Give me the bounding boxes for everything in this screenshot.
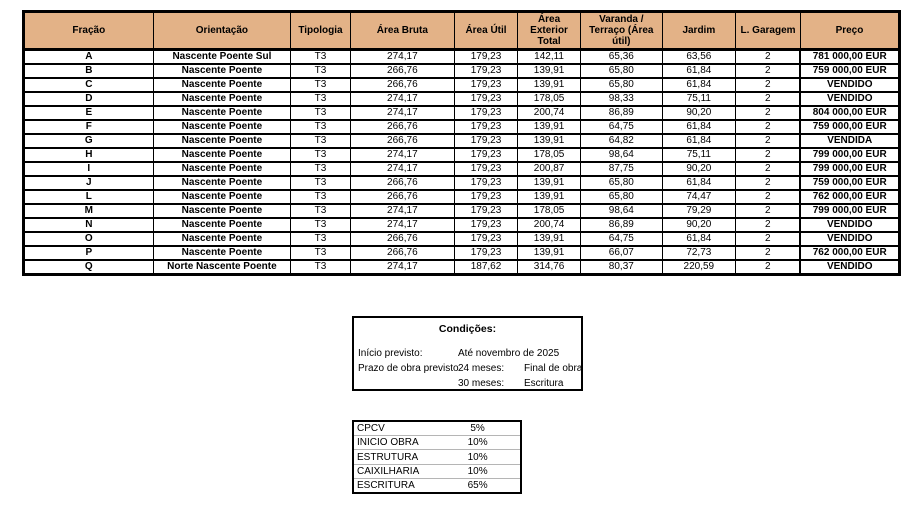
payment-row — [354, 422, 520, 436]
cell-orientacao: Nascente Poente — [153, 148, 291, 162]
cell-jardim: 61,84 — [662, 64, 736, 78]
cell-fracao: N — [24, 218, 154, 232]
cell-area-bruta: 266,76 — [350, 190, 454, 204]
condition-label — [358, 376, 458, 391]
cell-area-exterior-total: 139,91 — [518, 232, 581, 246]
cell-jardim: 61,84 — [662, 176, 736, 190]
column-header-tipologia: Tipologia — [291, 12, 351, 50]
cell-area-bruta: 274,17 — [350, 50, 454, 65]
cell-area-util: 179,23 — [454, 148, 517, 162]
cell-area-exterior-total: 142,11 — [518, 50, 581, 65]
table-row-fraction-G — [24, 134, 900, 148]
table-row-fraction-C — [24, 78, 900, 92]
cell-area-util: 179,23 — [454, 190, 517, 204]
cell-varanda-terraco: 64,75 — [581, 232, 662, 246]
conditions-box — [352, 316, 583, 391]
cell-l-garagem: 2 — [736, 176, 801, 190]
table-row-fraction-M — [24, 204, 900, 218]
cell-varanda-terraco: 87,75 — [581, 162, 662, 176]
payment-stage-percent: 65% — [467, 479, 488, 491]
payment-schedule-box — [352, 420, 522, 494]
cell-area-exterior-total: 200,74 — [518, 106, 581, 120]
cell-orientacao: Nascente Poente — [153, 232, 291, 246]
cell-varanda-terraco: 98,64 — [581, 148, 662, 162]
column-header-area-exterior-total: Área Exterior Total — [518, 12, 581, 50]
column-header-orientacao: Orientação — [153, 12, 291, 50]
cell-l-garagem: 2 — [736, 232, 801, 246]
cell-fracao: Q — [24, 260, 154, 275]
cell-jardim: 61,84 — [662, 232, 736, 246]
payment-row — [354, 465, 520, 479]
cell-area-util: 179,23 — [454, 64, 517, 78]
cell-area-util: 187,62 — [454, 260, 517, 275]
condition-mid: 24 meses: — [458, 363, 505, 374]
cell-area-util: 179,23 — [454, 204, 517, 218]
cell-jardim: 61,84 — [662, 78, 736, 92]
cell-fracao: H — [24, 148, 154, 162]
cell-l-garagem: 2 — [736, 204, 801, 218]
table-row-fraction-Q — [24, 260, 900, 275]
table-row-fraction-N — [24, 218, 900, 232]
cell-l-garagem: 2 — [736, 78, 801, 92]
cell-area-bruta: 266,76 — [350, 78, 454, 92]
cell-preco: 762 000,00 EUR — [800, 190, 899, 204]
cell-l-garagem: 2 — [736, 120, 801, 134]
cell-l-garagem: 2 — [736, 162, 801, 176]
conditions-row — [354, 346, 581, 361]
cell-fracao: P — [24, 246, 154, 260]
payment-stage-label: CPCV — [357, 423, 385, 435]
cell-area-bruta: 274,17 — [350, 106, 454, 120]
cell-varanda-terraco: 80,37 — [581, 260, 662, 275]
cell-fracao: M — [24, 204, 154, 218]
cell-tipologia: T3 — [291, 134, 351, 148]
cell-area-exterior-total: 200,74 — [518, 218, 581, 232]
cell-area-util: 179,23 — [454, 176, 517, 190]
cell-jardim: 90,20 — [662, 218, 736, 232]
cell-area-util: 179,23 — [454, 232, 517, 246]
cell-area-exterior-total: 139,91 — [518, 120, 581, 134]
cell-tipologia: T3 — [291, 50, 351, 65]
cell-tipologia: T3 — [291, 232, 351, 246]
cell-jardim: 75,11 — [662, 148, 736, 162]
cell-preco: VENDIDO — [800, 232, 899, 246]
cell-area-exterior-total: 139,91 — [518, 64, 581, 78]
table-row-fraction-H — [24, 148, 900, 162]
cell-jardim: 61,84 — [662, 134, 736, 148]
cell-varanda-terraco: 86,89 — [581, 218, 662, 232]
cell-jardim: 61,84 — [662, 120, 736, 134]
cell-varanda-terraco: 65,80 — [581, 176, 662, 190]
cell-fracao: F — [24, 120, 154, 134]
table-row-fraction-O — [24, 232, 900, 246]
cell-preco: 759 000,00 EUR — [800, 64, 899, 78]
table-row-fraction-B — [24, 64, 900, 78]
cell-tipologia: T3 — [291, 120, 351, 134]
cell-orientacao: Nascente Poente — [153, 92, 291, 106]
cell-area-util: 179,23 — [454, 120, 517, 134]
payment-stage-label: INICIO OBRA — [357, 437, 419, 449]
table-header-row — [24, 12, 900, 50]
cell-preco: VENDIDO — [800, 218, 899, 232]
cell-tipologia: T3 — [291, 148, 351, 162]
cell-jardim: 72,73 — [662, 246, 736, 260]
cell-tipologia: T3 — [291, 92, 351, 106]
cell-tipologia: T3 — [291, 218, 351, 232]
conditions-row — [354, 376, 581, 391]
cell-varanda-terraco: 86,89 — [581, 106, 662, 120]
cell-l-garagem: 2 — [736, 134, 801, 148]
cell-area-bruta: 266,76 — [350, 246, 454, 260]
table-row-fraction-P — [24, 246, 900, 260]
column-header-area-util: Área Útil — [454, 12, 517, 50]
cell-area-bruta: 266,76 — [350, 64, 454, 78]
price-table — [22, 10, 901, 276]
cell-orientacao: Norte Nascente Poente — [153, 260, 291, 275]
payment-stage-label: ESCRITURA — [357, 479, 415, 491]
table-row-fraction-E — [24, 106, 900, 120]
cell-area-util: 179,23 — [454, 134, 517, 148]
cell-tipologia: T3 — [291, 260, 351, 275]
cell-orientacao: Nascente Poente — [153, 190, 291, 204]
cell-area-bruta: 274,17 — [350, 162, 454, 176]
column-header-varanda-terraco: Varanda / Terraço (Área útil) — [581, 12, 662, 50]
cell-area-bruta: 266,76 — [350, 120, 454, 134]
cell-area-exterior-total: 139,91 — [518, 134, 581, 148]
cell-l-garagem: 2 — [736, 218, 801, 232]
cell-orientacao: Nascente Poente — [153, 134, 291, 148]
cell-varanda-terraco: 64,82 — [581, 134, 662, 148]
cell-jardim: 79,29 — [662, 204, 736, 218]
cell-orientacao: Nascente Poente — [153, 120, 291, 134]
payment-stage-percent: 10% — [467, 451, 488, 463]
cell-tipologia: T3 — [291, 204, 351, 218]
cell-area-bruta: 274,17 — [350, 218, 454, 232]
payment-row — [354, 450, 520, 464]
cell-area-bruta: 274,17 — [350, 92, 454, 106]
cell-tipologia: T3 — [291, 78, 351, 92]
cell-orientacao: Nascente Poente — [153, 78, 291, 92]
conditions-rows — [354, 346, 581, 391]
cell-varanda-terraco: 65,80 — [581, 78, 662, 92]
cell-orientacao: Nascente Poente — [153, 176, 291, 190]
table-row-fraction-F — [24, 120, 900, 134]
cell-varanda-terraco: 66,07 — [581, 246, 662, 260]
cell-orientacao: Nascente Poente Sul — [153, 50, 291, 65]
payment-stage-label: ESTRUTURA — [357, 451, 419, 463]
cell-area-util: 179,23 — [454, 218, 517, 232]
cell-fracao: C — [24, 78, 154, 92]
cell-l-garagem: 2 — [736, 260, 801, 275]
cell-preco: VENDIDO — [800, 78, 899, 92]
condition-mid: Até novembro de 2025 — [458, 348, 560, 359]
cell-orientacao: Nascente Poente — [153, 162, 291, 176]
condition-right: Escritura — [524, 378, 564, 389]
cell-area-bruta: 274,17 — [350, 148, 454, 162]
payment-row — [354, 436, 520, 450]
column-header-area-bruta: Área Bruta — [350, 12, 454, 50]
cell-orientacao: Nascente Poente — [153, 246, 291, 260]
table-row-fraction-A — [24, 50, 900, 65]
cell-fracao: A — [24, 50, 154, 65]
cell-area-util: 179,23 — [454, 106, 517, 120]
cell-varanda-terraco: 98,33 — [581, 92, 662, 106]
cell-tipologia: T3 — [291, 106, 351, 120]
cell-l-garagem: 2 — [736, 50, 801, 65]
condition-label: Início previsto: — [358, 348, 423, 359]
payment-stage-percent: 5% — [470, 423, 485, 435]
cell-preco: 759 000,00 EUR — [800, 120, 899, 134]
cell-preco: 762 000,00 EUR — [800, 246, 899, 260]
cell-area-exterior-total: 139,91 — [518, 246, 581, 260]
cell-fracao: I — [24, 162, 154, 176]
cell-fracao: E — [24, 106, 154, 120]
payment-stage-label: CAIXILHARIA — [357, 465, 420, 477]
cell-area-exterior-total: 178,05 — [518, 204, 581, 218]
cell-fracao: B — [24, 64, 154, 78]
cell-area-bruta: 266,76 — [350, 134, 454, 148]
payment-row — [354, 479, 520, 492]
cell-area-util: 179,23 — [454, 50, 517, 65]
cell-jardim: 90,20 — [662, 162, 736, 176]
cell-l-garagem: 2 — [736, 246, 801, 260]
cell-preco: 799 000,00 EUR — [800, 162, 899, 176]
cell-preco: 799 000,00 EUR — [800, 148, 899, 162]
cell-tipologia: T3 — [291, 176, 351, 190]
cell-l-garagem: 2 — [736, 148, 801, 162]
cell-preco: VENDIDA — [800, 134, 899, 148]
cell-area-bruta: 274,17 — [350, 204, 454, 218]
cell-l-garagem: 2 — [736, 64, 801, 78]
cell-area-bruta: 266,76 — [350, 176, 454, 190]
cell-area-exterior-total: 314,76 — [518, 260, 581, 275]
cell-fracao: O — [24, 232, 154, 246]
cell-fracao: J — [24, 176, 154, 190]
cell-jardim: 74,47 — [662, 190, 736, 204]
cell-area-exterior-total: 139,91 — [518, 176, 581, 190]
cell-preco: VENDIDO — [800, 92, 899, 106]
cell-tipologia: T3 — [291, 246, 351, 260]
cell-l-garagem: 2 — [736, 92, 801, 106]
cell-area-bruta: 274,17 — [350, 260, 454, 275]
condition-right: Final de obra — [524, 363, 583, 374]
cell-orientacao: Nascente Poente — [153, 106, 291, 120]
cell-area-exterior-total: 200,87 — [518, 162, 581, 176]
table-row-fraction-D — [24, 92, 900, 106]
cell-jardim: 220,59 — [662, 260, 736, 275]
cell-preco: 759 000,00 EUR — [800, 176, 899, 190]
payment-stage-percent: 10% — [467, 465, 488, 477]
cell-varanda-terraco: 65,36 — [581, 50, 662, 65]
condition-mid: 30 meses: — [458, 378, 505, 389]
cell-jardim: 63,56 — [662, 50, 736, 65]
cell-varanda-terraco: 98,64 — [581, 204, 662, 218]
cell-tipologia: T3 — [291, 64, 351, 78]
conditions-title: Condições: — [438, 323, 497, 335]
cell-area-bruta: 266,76 — [350, 232, 454, 246]
cell-area-exterior-total: 178,05 — [518, 148, 581, 162]
cell-fracao: L — [24, 190, 154, 204]
cell-l-garagem: 2 — [736, 190, 801, 204]
cell-area-util: 179,23 — [454, 162, 517, 176]
cell-varanda-terraco: 64,75 — [581, 120, 662, 134]
cell-jardim: 75,11 — [662, 92, 736, 106]
cell-varanda-terraco: 65,80 — [581, 64, 662, 78]
cell-area-util: 179,23 — [454, 246, 517, 260]
cell-tipologia: T3 — [291, 190, 351, 204]
table-row-fraction-I — [24, 162, 900, 176]
cell-area-exterior-total: 139,91 — [518, 190, 581, 204]
cell-area-exterior-total: 139,91 — [518, 78, 581, 92]
payment-stage-percent: 10% — [467, 437, 488, 449]
cell-tipologia: T3 — [291, 162, 351, 176]
column-header-fracao: Fração — [24, 12, 154, 50]
cell-varanda-terraco: 65,80 — [581, 190, 662, 204]
cell-orientacao: Nascente Poente — [153, 218, 291, 232]
cell-fracao: G — [24, 134, 154, 148]
cell-area-util: 179,23 — [454, 78, 517, 92]
cell-preco: 799 000,00 EUR — [800, 204, 899, 218]
cell-area-exterior-total: 178,05 — [518, 92, 581, 106]
cell-preco: 781 000,00 EUR — [800, 50, 899, 65]
column-header-l-garagem: L. Garagem — [736, 12, 801, 50]
cell-fracao: D — [24, 92, 154, 106]
conditions-row — [354, 361, 581, 376]
cell-orientacao: Nascente Poente — [153, 64, 291, 78]
cell-area-util: 179,23 — [454, 92, 517, 106]
column-header-jardim: Jardim — [662, 12, 736, 50]
cell-l-garagem: 2 — [736, 106, 801, 120]
cell-preco: 804 000,00 EUR — [800, 106, 899, 120]
cell-jardim: 90,20 — [662, 106, 736, 120]
column-header-preco: Preço — [800, 12, 899, 50]
cell-preco: VENDIDO — [800, 260, 899, 275]
condition-label: Prazo de obra previsto — [358, 363, 459, 374]
table-row-fraction-L — [24, 190, 900, 204]
table-row-fraction-J — [24, 176, 900, 190]
cell-orientacao: Nascente Poente — [153, 204, 291, 218]
